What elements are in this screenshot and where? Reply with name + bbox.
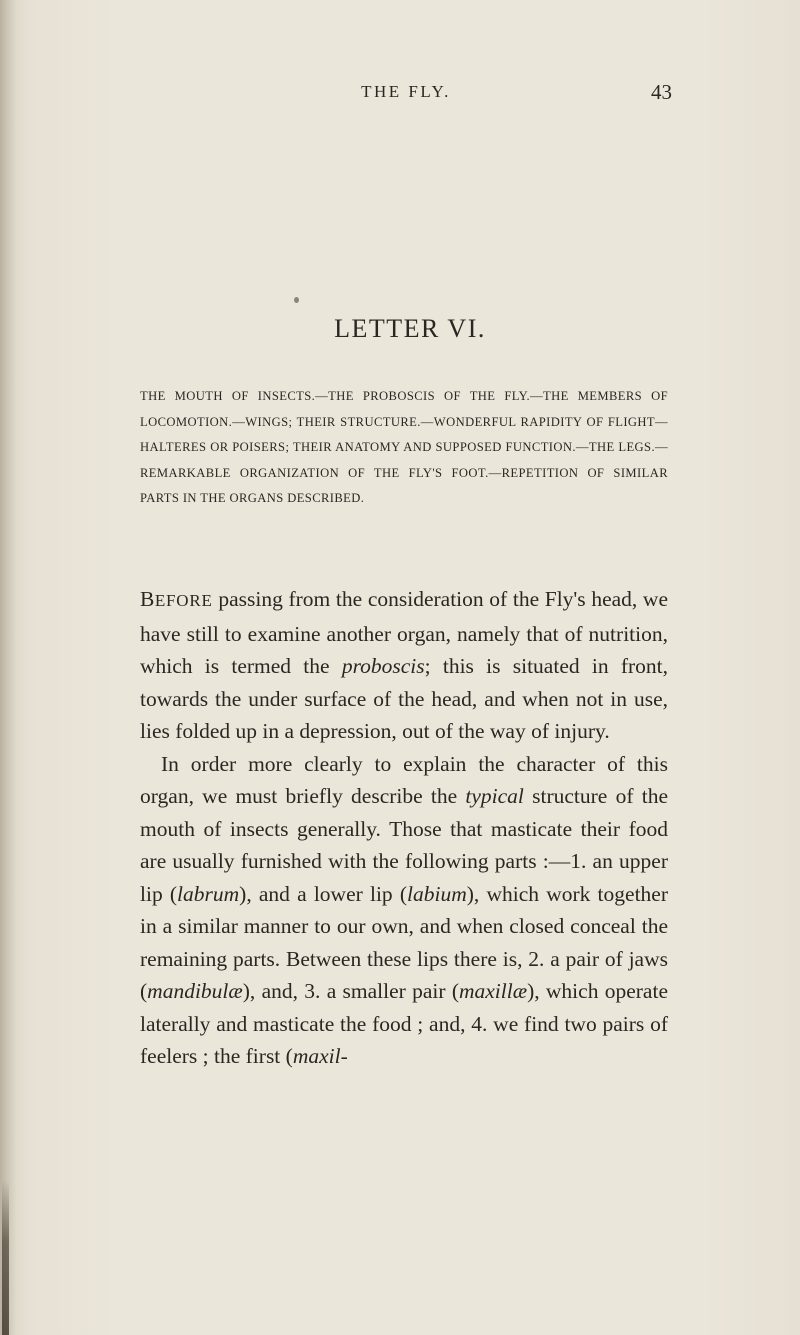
text-run: structure of the mouth of insects generally. Those that masticate their food are usually furnished with the following parts :—1. an upper lip ( — [140, 784, 668, 906]
italic-term: maxil- — [292, 1044, 348, 1068]
text-run: ), and a lower lip ( — [239, 881, 408, 906]
binding-edge — [0, 0, 16, 1335]
italic-term: typical — [465, 784, 524, 808]
small-caps-initial: B — [140, 587, 155, 611]
italic-term: maxillæ — [458, 979, 528, 1003]
italic-term: proboscis — [341, 654, 425, 678]
text-run: ), which work together in a similar manner to our own, and when closed conceal the remaining parts. Between these lips there is, 2. a pair of jaws ( — [140, 881, 668, 1003]
italic-term: labium — [407, 881, 467, 906]
text-run: In order more clearly to explain the character of this organ, we must briefly describe the — [140, 751, 668, 808]
text-run: ), which operate laterally and masticate the food ; and, 4. we find two pairs of feelers ; the first ( — [140, 979, 668, 1068]
italic-term: mandibulæ — [147, 979, 243, 1003]
ink-speck — [294, 297, 299, 303]
chapter-synopsis: THE MOUTH OF INSECTS.—THE PROBOSCIS OF THE FLY.—THE MEMBERS OF LOCOMOTION.—WINGS; THEIR STRUCTURE.—WONDERFUL RAPIDITY OF FLIGHT—HALTERES OR POISERS; THEIR ANATOMY AND SUPPOSED FUNCTION.—THE LEGS.—REMARKABLE ORGANIZATION OF THE FLY'S FOOT.—REPETITION OF SIMILAR PARTS IN THE ORGANS DESCRIBED. — [140, 389, 668, 505]
body-text — [140, 583, 668, 1073]
small-caps-rest: EFORE — [154, 591, 213, 610]
paragraph-2 — [140, 748, 668, 1073]
text-run: ; this is situated in front, towards the under surface of the head, and when not in use, lies folded up in a depression, out of the way of injury. — [140, 654, 668, 743]
running-head — [0, 82, 800, 112]
paragraph-1 — [140, 583, 668, 748]
text-run: passing from the consideration of the Fly's head, we have still to examine another organ, namely that of nutrition, which is termed the — [140, 587, 668, 678]
page-number: 43 — [651, 80, 672, 104]
text-run: ), and, 3. a smaller pair ( — [242, 979, 459, 1003]
binding-stain — [2, 1180, 9, 1335]
running-title: THE FLY. — [361, 82, 451, 101]
chapter-heading: LETTER VI. — [334, 314, 486, 343]
italic-term: labrum — [177, 881, 240, 906]
